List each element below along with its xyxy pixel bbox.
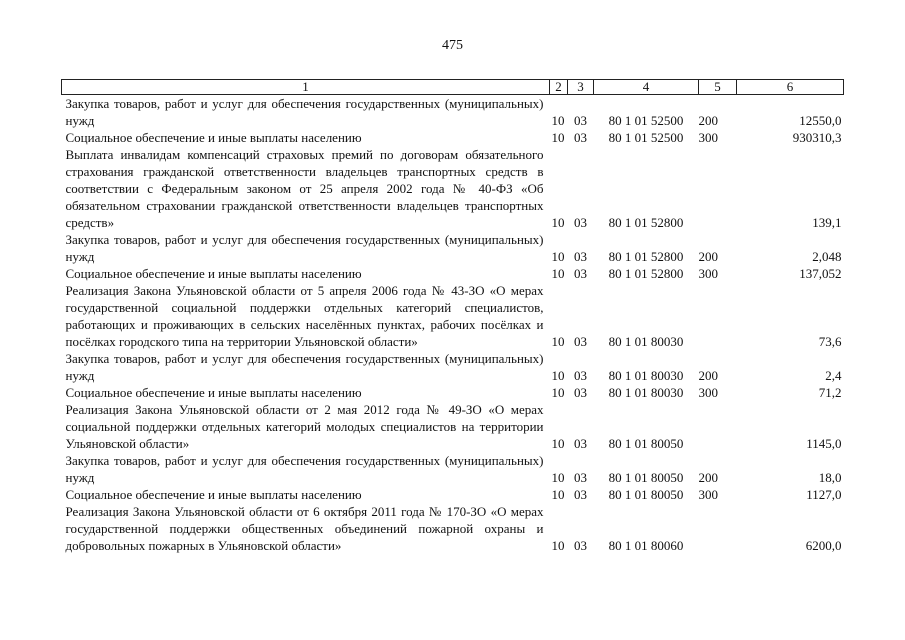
row-expense-type: 300: [698, 266, 718, 281]
row-section: 10: [551, 215, 565, 230]
row-name: Реализация Закона Ульяновской области от 6 октября 2011 года № 170-ЗО «О мерах государственной поддержки общественных объединений пожарной охраны и добровольных пожарных в Ульяновской области»: [65, 504, 544, 553]
row-target-code: 80 1 01 80030: [608, 368, 684, 383]
row-section: 10: [551, 334, 565, 349]
row-name: Реализация Закона Ульяновской области от 2 мая 2012 года № 49-ЗО «О мерах социальной поддержки отдельных категорий молодых специалистов на территории Ульяновской области»: [65, 402, 544, 451]
row-target-code: 80 1 01 80060: [608, 538, 684, 553]
row-amount: 137,052: [799, 266, 842, 281]
header-row: [62, 80, 844, 95]
row-name: Закупка товаров, работ и услуг для обеспечения государственных (муниципальных) нужд: [65, 453, 544, 485]
row-subsection: 03: [574, 436, 587, 451]
row-target-code: 80 1 01 80030: [608, 385, 684, 400]
row-expense-type: 300: [698, 385, 718, 400]
row-section: 10: [551, 130, 565, 145]
row-subsection: 03: [574, 249, 587, 264]
row-subsection: 03: [574, 385, 587, 400]
row-amount: 71,2: [818, 385, 842, 400]
row-subsection: 03: [574, 130, 587, 145]
table-row: [62, 452, 844, 486]
row-target-code: 80 1 01 80030: [608, 334, 684, 349]
row-section: 10: [551, 470, 565, 485]
row-amount: 18,0: [818, 470, 842, 485]
table-row: [62, 146, 844, 231]
table-body: [62, 95, 844, 555]
table-row: [62, 231, 844, 265]
row-subsection: 03: [574, 368, 587, 383]
row-subsection: 03: [574, 266, 587, 281]
row-amount: 930310,3: [792, 130, 842, 145]
row-amount: 2,4: [825, 368, 842, 383]
row-name: Закупка товаров, работ и услуг для обеспечения государственных (муниципальных) нужд: [65, 96, 544, 128]
row-section: 10: [551, 368, 565, 383]
row-expense-type: 200: [698, 368, 718, 383]
row-amount: 6200,0: [805, 538, 842, 553]
table-row: [62, 282, 844, 350]
header-col-5: 5: [699, 80, 737, 95]
row-target-code: 80 1 01 52800: [608, 266, 684, 281]
row-section: 10: [551, 113, 565, 128]
row-expense-type: 200: [698, 470, 718, 485]
row-amount: 139,1: [812, 215, 842, 230]
table-row: [62, 384, 844, 401]
row-name: Закупка товаров, работ и услуг для обеспечения государственных (муниципальных) нужд: [65, 351, 544, 383]
row-target-code: 80 1 01 52500: [608, 113, 684, 128]
row-target-code: 80 1 01 52800: [608, 249, 684, 264]
header-col-2: 2: [550, 80, 568, 95]
row-expense-type: 300: [698, 130, 718, 145]
row-name: Социальное обеспечение и иные выплаты населению: [65, 130, 362, 145]
row-amount: 1145,0: [806, 436, 842, 451]
row-amount: 73,6: [818, 334, 842, 349]
row-name: Выплата инвалидам компенсаций страховых премий по договорам обязательного страхования гражданской ответственности владельцев транспортных средств в соответствии с Федеральным законом от 25 апреля 2002 года № 40-ФЗ «Об обязательном страховании гражданской ответственности владельцев транспортных средств»: [65, 147, 544, 230]
row-name: Социальное обеспечение и иные выплаты населению: [65, 487, 362, 502]
row-name: Реализация Закона Ульяновской области от 5 апреля 2006 года № 43-ЗО «О мерах государственной социальной поддержки отдельных категорий специалистов, работающих и проживающих в сельских населённых пунктах, рабочих посёлках и посёлках городского типа на территории Ульяновской области»: [65, 283, 544, 349]
table-row: [62, 129, 844, 146]
row-expense-type: [699, 282, 737, 350]
row-expense-type: 200: [698, 249, 718, 264]
header-col-3: 3: [568, 80, 594, 95]
budget-table: [61, 79, 844, 554]
table-header: [62, 80, 844, 95]
table-row: [62, 265, 844, 282]
row-target-code: 80 1 01 80050: [608, 487, 684, 502]
table-row: [62, 401, 844, 452]
row-subsection: 03: [574, 215, 587, 230]
table-row: [62, 350, 844, 384]
row-target-code: 80 1 01 80050: [608, 436, 684, 451]
table-row: [62, 503, 844, 554]
row-name: Социальное обеспечение и иные выплаты населению: [65, 266, 362, 281]
row-target-code: 80 1 01 52800: [608, 215, 684, 230]
row-section: 10: [551, 385, 565, 400]
row-amount: 12550,0: [799, 113, 842, 128]
row-section: 10: [551, 249, 565, 264]
row-subsection: 03: [574, 487, 587, 502]
row-target-code: 80 1 01 80050: [608, 470, 684, 485]
page-number: 475: [442, 38, 463, 53]
table-row: [62, 486, 844, 503]
row-name: Закупка товаров, работ и услуг для обеспечения государственных (муниципальных) нужд: [65, 232, 544, 264]
row-subsection: 03: [574, 113, 587, 128]
row-expense-type: [699, 503, 737, 554]
table-row: [62, 95, 844, 130]
row-name: Социальное обеспечение и иные выплаты населению: [65, 385, 362, 400]
header-col-6: 6: [737, 80, 844, 95]
row-amount: 1127,0: [806, 487, 842, 502]
row-expense-type: [699, 146, 737, 231]
row-subsection: 03: [574, 470, 587, 485]
row-section: 10: [551, 266, 565, 281]
header-col-1: 1: [62, 80, 550, 95]
row-amount: 2,048: [812, 249, 842, 264]
row-expense-type: 200: [698, 113, 718, 128]
row-expense-type: [699, 401, 737, 452]
row-section: 10: [551, 487, 565, 502]
header-col-4: 4: [594, 80, 699, 95]
row-section: 10: [551, 538, 565, 553]
row-subsection: 03: [574, 334, 587, 349]
row-section: 10: [551, 436, 565, 451]
row-expense-type: 300: [698, 487, 718, 502]
row-target-code: 80 1 01 52500: [608, 130, 684, 145]
row-subsection: 03: [574, 538, 587, 553]
